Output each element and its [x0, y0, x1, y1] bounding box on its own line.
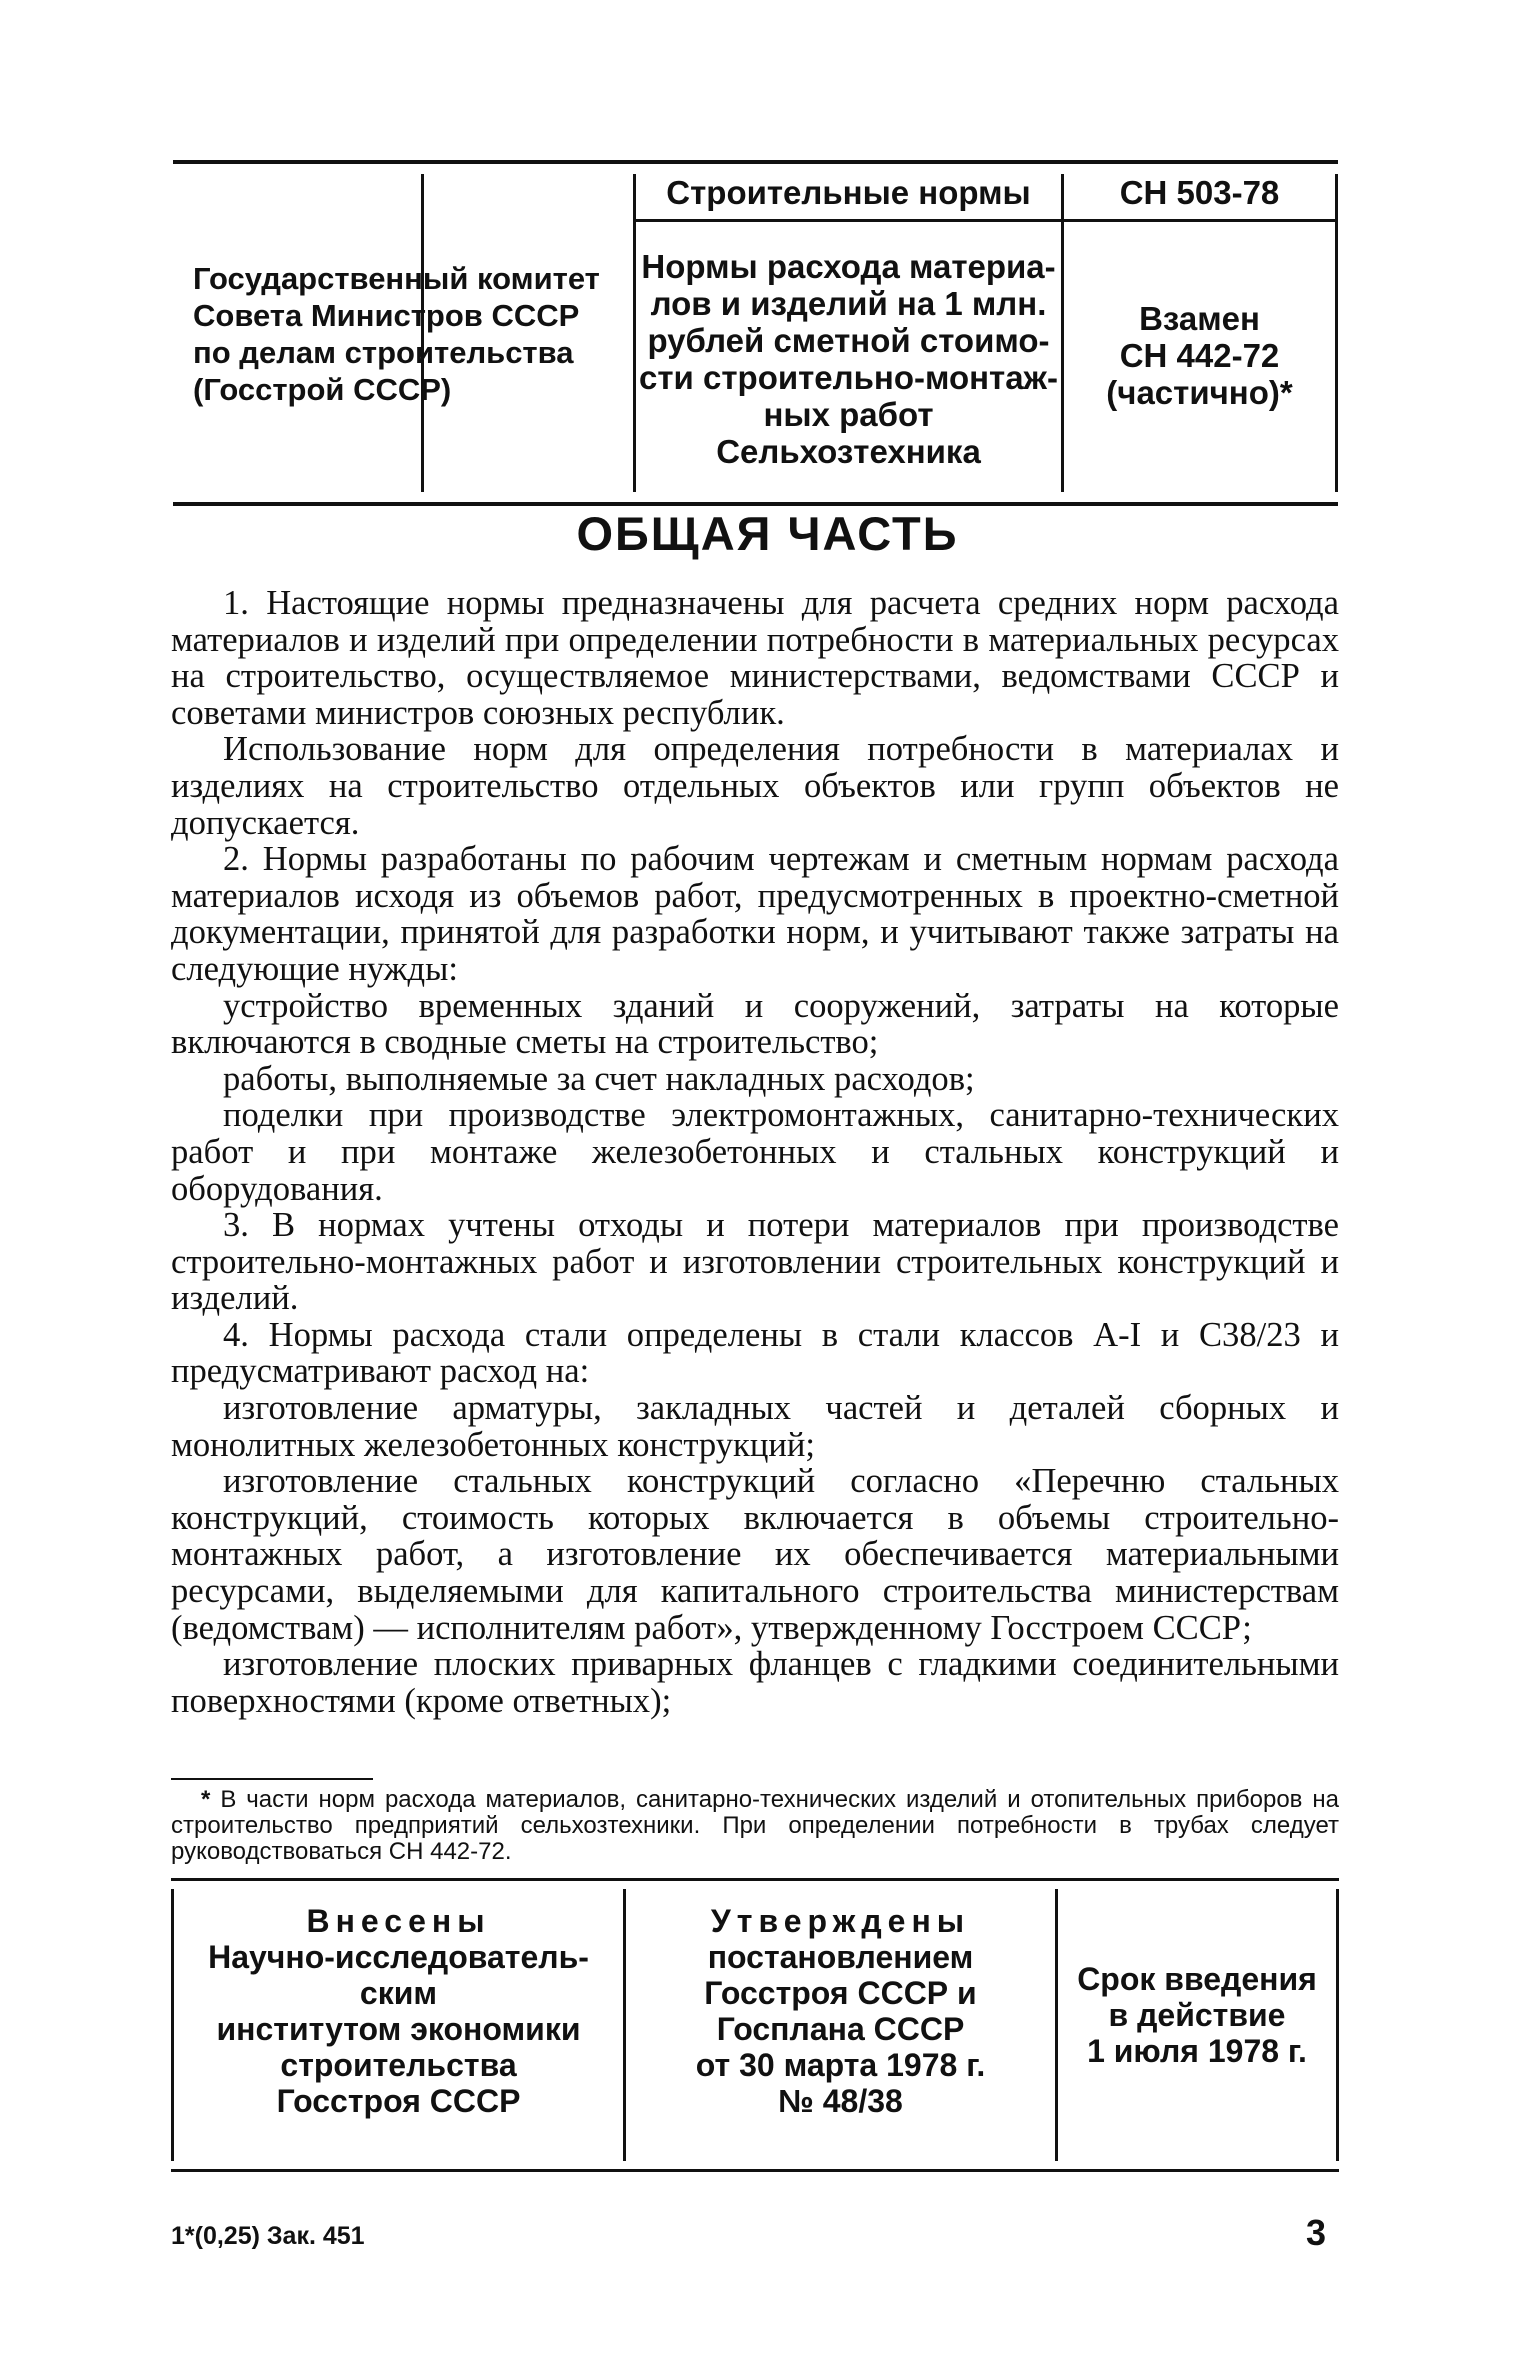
doc-title-line-5: ных работ	[763, 396, 934, 433]
paragraph: поделки при производстве электромонтажных, санитарно-технических работ и при монтаже железобетонных и стальных конструкций и оборудования.	[171, 1096, 1339, 1208]
page-number: 3	[1306, 2212, 1327, 2253]
doc-title-line-4: сти строительно-монтаж-	[639, 359, 1058, 396]
committee-name	[193, 260, 600, 408]
approved-line-2: Госстроя СССР и	[704, 1975, 977, 2011]
approved-line-3: Госплана СССР	[716, 2011, 965, 2047]
doc-title-line-6: Сельхозтехника	[716, 433, 981, 470]
header-table	[173, 160, 1338, 506]
approved-line-5: № 48/38	[778, 2083, 903, 2119]
doc-code: СН 503-78	[1119, 174, 1280, 211]
approval-table	[171, 1878, 1339, 2172]
committee-line-1: Государственный комитет	[193, 261, 600, 296]
header-divider-1	[421, 174, 424, 492]
introduced-line-2: ским	[359, 1975, 438, 2011]
section-title: ОБЩАЯ ЧАСТЬ	[576, 507, 959, 560]
doc-title-line-3: рублей сметной стоимо-	[647, 322, 1050, 359]
paragraph: 3. В нормах учтены отходы и потери материалов при производстве строительно-монтажных работ и изготовлении строительных конструкций и изделий.	[171, 1206, 1339, 1318]
committee-line-4: (Госстрой СССР)	[193, 372, 452, 407]
introduced-line-5: Госстроя СССР	[276, 2083, 521, 2119]
approved-line-1: постановлением	[707, 1939, 974, 1975]
committee-line-3: по делам строительства	[193, 335, 574, 370]
paragraph: работы, выполняемые за счет накладных расходов;	[223, 1059, 975, 1098]
introduced-line-4: строительства	[280, 2047, 517, 2083]
replaces-line-2: СН 442-72	[1119, 337, 1280, 374]
paragraph: Использование норм для определения потребности в материалах и изделиях на строительство отдельных объектов или групп объектов не допускается.	[171, 730, 1339, 842]
paragraph: изготовление плоских приварных фланцев с гладкими соединительными поверхностями (кроме ответных);	[171, 1645, 1339, 1720]
doc-title-line-1: Нормы расхода материа-	[641, 248, 1056, 285]
paragraph: устройство временных зданий и сооружений, затраты на которые включаются в сводные сметы на строительство;	[171, 986, 1339, 1062]
replaces-note	[1064, 300, 1335, 411]
approved-by	[626, 1903, 1055, 2119]
effective-date	[1058, 1961, 1336, 2069]
replaces-line-3: (частично)*	[1106, 374, 1293, 411]
approved-heading: Утверждены	[710, 1903, 971, 1939]
introduced-line-3: институтом экономики	[216, 2011, 581, 2047]
paragraph: изготовление арматуры, закладных частей и деталей сборных и монолитных железобетонных конструкций;	[171, 1389, 1339, 1464]
paragraph: 1. Настоящие нормы предназначены для расчета средних норм расхода материалов и изделий при определении потребности в материальных ресурсах на строительство, осуществляемое министерствами, ведомствами СССР и советами министров союзных республик.	[171, 584, 1339, 732]
footnote-rule	[171, 1778, 373, 1780]
replaces-line-1: Взамен	[1139, 300, 1260, 337]
introduced-by	[174, 1903, 623, 2119]
effective-line-3: 1 июля 1978 г.	[1087, 2033, 1307, 2069]
footnote-mark: *	[201, 1786, 211, 1813]
footnote-text: В части норм расхода материалов, санитарно-технических изделий и отопительных приборов на строительство предприятий сельхозтехники. При определении потребности в трубах следует руководствоваться СН 442-72.	[171, 1786, 1339, 1865]
committee-line-2: Совета Министров СССР	[193, 298, 580, 333]
paragraph: изготовление стальных конструкций согласно «Перечню стальных конструкций, стоимость которых включается в объемы строительно-монтажных работ, а изготовление их обеспечивается материальными ресурсами, выделяемыми для капитального строительства министерствам (ведомствам) — исполнителям работ», утвержденному Госстроем СССР;	[171, 1462, 1339, 1647]
doc-title-line-2: лов и изделий на 1 млн.	[650, 285, 1047, 322]
paragraph: 2. Нормы разработаны по рабочим чертежам и сметным нормам расхода материалов исходя из объемов работ, предусмотренных в проектно-сметной документации, принятой для разработки норм, и учитывают также затраты на следующие нужды:	[171, 840, 1339, 988]
doc-title	[636, 248, 1061, 470]
doc-type: Строительные нормы	[666, 174, 1031, 211]
footnote	[171, 1787, 1339, 1865]
header-row-divider	[633, 219, 1338, 222]
effective-line-1: Срок введения	[1077, 1961, 1317, 1997]
approval-divider-4	[1336, 1889, 1339, 2161]
introduced-line-1: Научно-исследователь-	[208, 1939, 589, 1975]
print-info: 1*(0,25) Зак. 451	[171, 2222, 365, 2250]
body-text	[171, 585, 1339, 1719]
introduced-heading: Внесены	[306, 1903, 491, 1939]
approved-line-4: от 30 марта 1978 г.	[695, 2047, 986, 2083]
effective-line-2: в действие	[1108, 1997, 1286, 2033]
paragraph: 4. Нормы расхода стали определены в стали классов А-I и С38/23 и предусматривают расход на:	[171, 1315, 1339, 1391]
